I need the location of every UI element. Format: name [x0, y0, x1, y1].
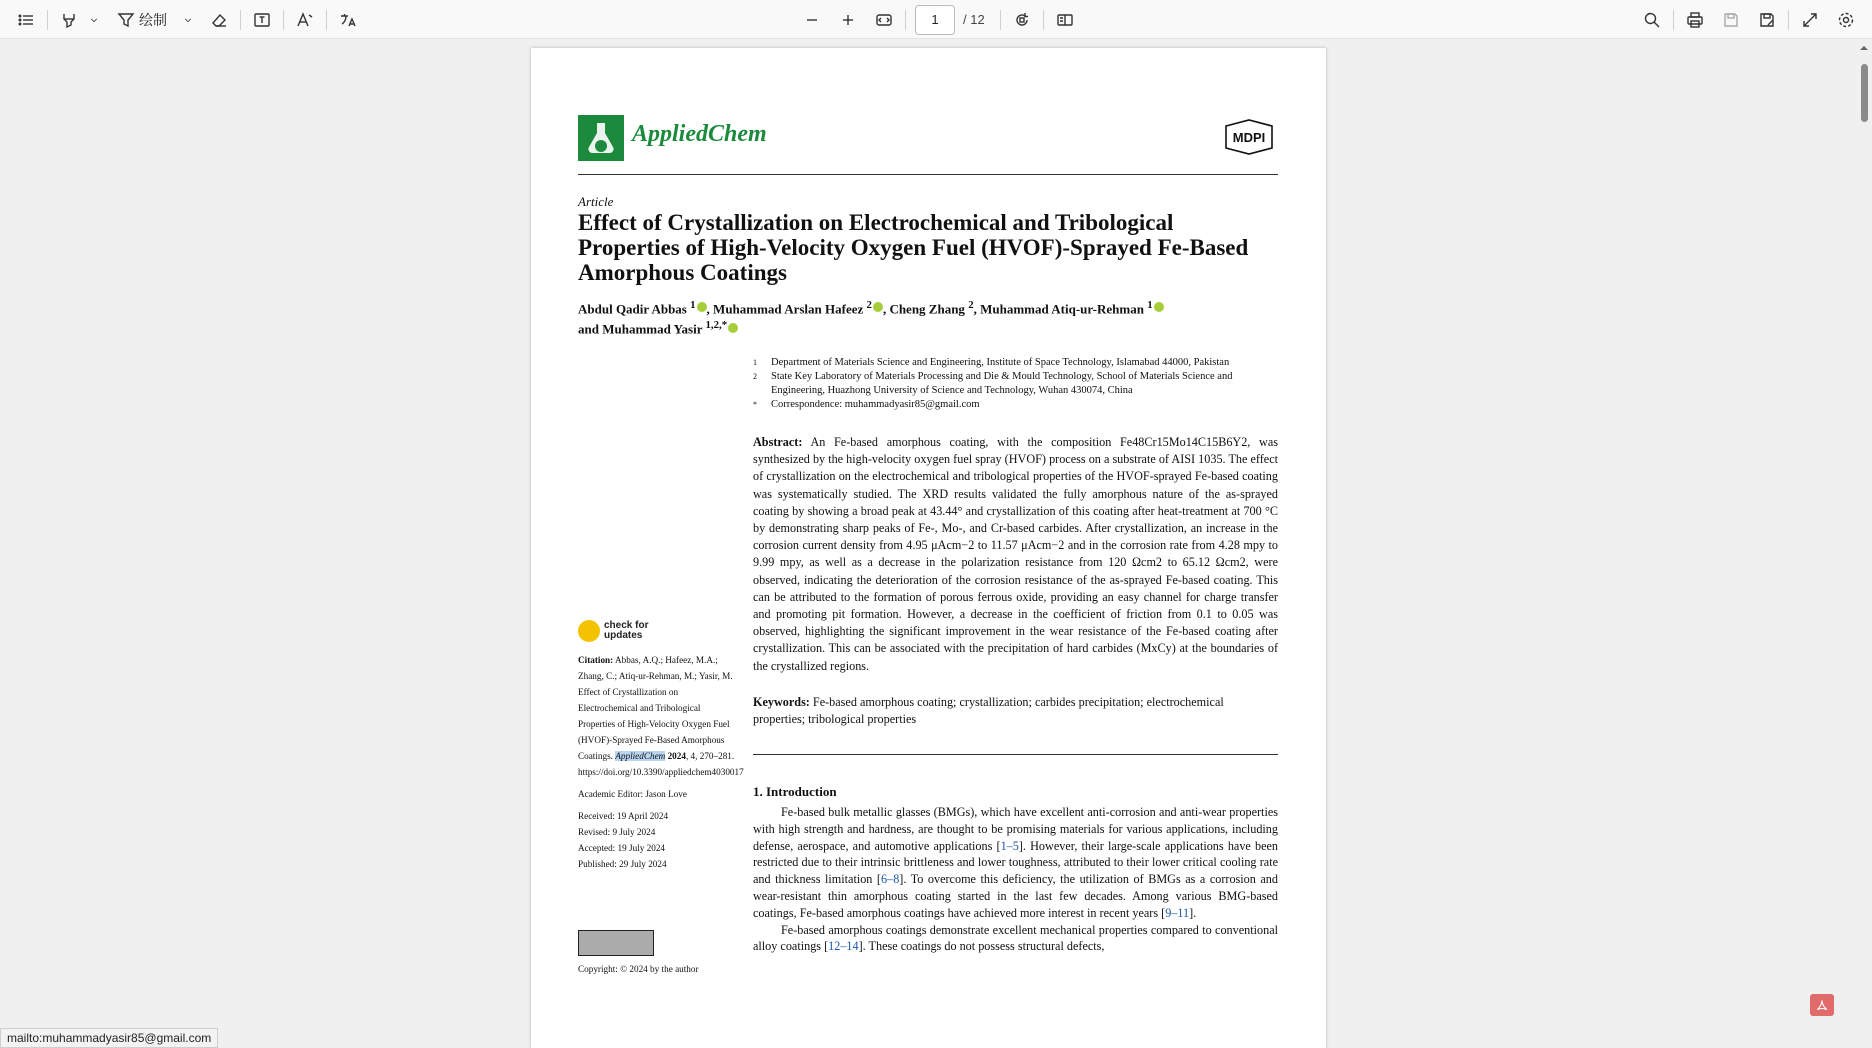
abstract	[753, 434, 1278, 675]
settings-icon	[1837, 11, 1855, 29]
affiliation-item	[753, 370, 1278, 398]
search-icon	[1643, 11, 1661, 29]
citation-link[interactable]: 12–14	[828, 939, 859, 954]
toolbar-separator	[326, 10, 327, 30]
affiliation-number: 2	[753, 372, 757, 381]
keywords	[753, 694, 1278, 728]
affiliations	[753, 356, 1278, 412]
paragraph-text: Fe-based amorphous coatings demonstrate excellent mechanical properties compared to conventional alloy coatings [	[753, 922, 1278, 954]
author-list: Abdul Qadir Abbas $^1$ , Muhammad Arslan Hafeez $^2$ , Cheng Zhang $^2$, Muhammad Atiq-ur-Rehman $^1$ and Muhammad Yasir $^{1,2,*}$	[578, 297, 1278, 338]
author-name: Cheng Zhang	[889, 301, 965, 317]
settings-button[interactable]	[1830, 5, 1862, 35]
check-updates-text	[604, 621, 648, 641]
erase-button[interactable]	[203, 5, 235, 35]
check-updates-line: updates	[604, 630, 643, 641]
article-title: Effect of Crystallization on Electrochemical and Tribological Properties of High-Velocity Oxygen Fuel (HVOF)-Sprayed Fe-Based Amorphous Coatings	[578, 210, 1249, 285]
journal-logo	[578, 115, 624, 161]
author-affiliation: 2	[866, 299, 872, 311]
toolbar-separator	[47, 10, 48, 30]
highlight-options-dropdown[interactable]	[85, 5, 103, 35]
save-as-button[interactable]	[1751, 5, 1783, 35]
citation-journal-highlight: AppliedChem	[615, 751, 666, 761]
scrollbar-thumb[interactable]	[1861, 64, 1868, 122]
accepted-date: Accepted: 19 July 2024	[578, 843, 666, 853]
author-affiliation: 1,2,*	[705, 319, 728, 332]
citation-link[interactable]: 1–5	[1000, 838, 1019, 853]
toolbar-separator	[1788, 10, 1789, 30]
publisher-logo	[1220, 118, 1278, 156]
draw-options-dropdown[interactable]	[179, 5, 197, 35]
viewer-toolbar	[0, 0, 1872, 39]
orcid-icon[interactable]	[697, 302, 707, 312]
toolbar-separator	[1043, 10, 1044, 30]
rotate-icon	[1013, 11, 1031, 29]
orcid-icon[interactable]	[873, 302, 883, 312]
page-total: / 12	[963, 12, 985, 27]
zoom-out-icon	[803, 11, 821, 29]
copyright-text: Copyright: © 2024 by the author	[578, 964, 699, 974]
zoom-in-button[interactable]	[832, 5, 864, 35]
abstract-text: An Fe-based amorphous coating, with the composition Fe48Cr15Mo14C15B6Y2, was synthesized by the high-velocity oxygen fuel spray (HVOF) process on a substrate of AISI 1035. The effect of crystallization on the electrochemical and tribological properties of the HVOF-sprayed Fe-based coating was systematically studied. The XRD results validated the fully amorphous nature of the as-sprayed coating by showing a broad peak at 43.44° and crystallization of this coating after heat-treatment at 700 °C by demonstrating sharp peaks of Fe-, Mo-, and Cr-based carbides. After crystallization, an increase in the corrosion current density from 4.95 μAcm−2 to 11.57 μAcm−2 and in the corrosion rate from 4.28 mpy to 9.99 mpy, as well as a decrease in the polarization resistance from 120 Ωcm2 to 65.12 Ωcm2, were observed, indicating the deterioration of the corrosion resistance of the as-sprayed Fe-based coating. This can be attributed to the formation of porous ferrous oxide, providing an easy channel for charge transfer and promoting pit formation. However, a decrease in the coefficient of friction from 0.1 to 0.05 was observed, highlighting the significant improvement in the wear resistance of the Fe-based coating after crystallization. This can be associated with the precipitation of hard carbides (MxCy) at the boundaries of the crystallized regions.	[753, 435, 1278, 673]
toolbar-separator	[240, 10, 241, 30]
page-view-button[interactable]	[1049, 5, 1081, 35]
highlight-button[interactable]	[53, 5, 85, 35]
check-for-updates-badge[interactable]	[578, 620, 648, 642]
citation-year: 2024	[667, 751, 686, 761]
author-conjunction: and	[578, 321, 599, 337]
rotate-button[interactable]	[1006, 5, 1038, 35]
publisher-logo-text: MDPI	[1232, 130, 1266, 145]
introduction-text	[753, 804, 1278, 955]
toolbar-separator	[1673, 10, 1674, 30]
paragraph-text: ]. However, their large-scale applications have been restricted due to their intrinsic brittleness and lower toughness, attributed to their lower critical cooling rate and thickness limitation [	[753, 838, 1278, 887]
status-bar-link: mailto:muhammadyasir85@gmail.com	[0, 1028, 218, 1048]
affiliation-number: *	[753, 400, 757, 409]
paragraph-text: ]. These coatings do not possess structural defects,	[858, 939, 1105, 954]
search-button[interactable]	[1636, 5, 1668, 35]
page-number-input[interactable]: 1	[915, 5, 955, 35]
orcid-icon[interactable]	[1154, 302, 1164, 312]
read-aloud-translate-button[interactable]	[332, 5, 364, 35]
fullscreen-icon	[1801, 11, 1819, 29]
published-date: Published: 29 July 2024	[578, 859, 667, 869]
author-affiliation: 1	[690, 299, 696, 311]
author-name: Muhammad Atiq-ur-Rehman	[980, 301, 1144, 317]
highlight-icon	[60, 11, 78, 29]
table-of-contents-button[interactable]	[10, 5, 42, 35]
affiliation-number: 1	[753, 358, 757, 367]
citation-text: Abbas, A.Q.; Hafeez, M.A.; Zhang, C.; Atiq-ur-Rehman, M.; Yasir, M. Effect of Crystallization on Electrochemical and Tribological Properties of High-Velocity Oxygen Fuel (HVOF)-Sprayed Fe-Based Amorphous Coatings.	[578, 655, 733, 761]
affiliation-item	[753, 398, 1278, 412]
flask-icon	[578, 115, 624, 161]
author-affiliation: 2	[968, 299, 974, 311]
toolbar-separator	[283, 10, 284, 30]
save-button[interactable]	[1715, 5, 1747, 35]
paragraph-text: ]. To overcome this deficiency, the utilization of BMGs as a corrosion and wear-resistant thin amorphous coating started in the last few decades. Among various BMG-based coatings, Fe-based amorphous coatings have achieved more interest in recent years [	[753, 872, 1278, 920]
scroll-up-icon[interactable]	[1860, 44, 1868, 52]
author-name: Muhammad Yasir	[602, 321, 703, 337]
author-affiliation: 1	[1147, 299, 1153, 311]
citation-volume: , 4, 270–281.	[685, 751, 735, 761]
author-name: Muhammad Arslan Hafeez	[713, 301, 864, 317]
citation-label: Citation:	[578, 655, 614, 665]
document-viewer[interactable]	[0, 40, 1856, 974]
two-page-icon	[1056, 11, 1074, 29]
eraser-icon	[210, 11, 228, 29]
journal-name: AppliedChem	[632, 121, 767, 147]
affiliation-text: Department of Materials Science and Engineering, Institute of Space Technology, Islamabad 44000, Pakistan	[771, 357, 1230, 368]
paragraph-text: Fe-based bulk metallic glasses (BMGs), which have excellent anti-corrosion and anti-wear properties with high strength and hardness, are thought to be promising materials for various applications, including defense, aerospace, and automotive applications [	[753, 805, 1278, 853]
affiliation-item	[753, 356, 1278, 370]
toolbar-separator	[1000, 10, 1001, 30]
draw-label: 绘制	[139, 12, 167, 29]
list-icon	[17, 11, 35, 29]
academic-editor: Academic Editor: Jason Love	[578, 789, 687, 799]
check-icon	[578, 620, 600, 642]
textbox-icon	[253, 11, 271, 29]
orcid-icon[interactable]	[728, 323, 738, 333]
received-date: Received: 19 April 2024	[578, 811, 669, 821]
chevron-down-icon	[183, 15, 193, 25]
affiliation-text: State Key Laboratory of Materials Processing and Die & Mould Technology, School of Materials Science and Engineering, Huazhong University of Science and Technology, Wuhan 430074, China	[771, 371, 1233, 396]
print-button[interactable]	[1679, 5, 1711, 35]
check-updates-line: check for	[604, 620, 649, 631]
keywords-label: Keywords:	[753, 695, 810, 709]
fit-page-button[interactable]	[868, 5, 900, 35]
header-rule	[578, 174, 1278, 175]
paragraph-text: ].	[1189, 905, 1197, 920]
zoom-out-button[interactable]	[796, 5, 828, 35]
correspondence-link[interactable]: Correspondence: muhammadyasir85@gmail.com	[771, 399, 980, 410]
cc-by-license-icon[interactable]	[578, 930, 654, 956]
author-name: Abdul Qadir Abbas	[578, 301, 687, 317]
paragraph	[753, 804, 1278, 922]
section-title: 1. Introduction	[753, 784, 837, 799]
doi-link[interactable]: https://doi.org/10.3390/appliedchem4030017	[578, 767, 744, 777]
fit-icon	[875, 11, 893, 29]
citation-link[interactable]: 9–11	[1165, 905, 1190, 920]
print-icon	[1686, 11, 1704, 29]
text-style-button[interactable]	[289, 5, 321, 35]
revised-date: Revised: 9 July 2024	[578, 827, 656, 837]
pdf-icon[interactable]	[1810, 994, 1834, 1016]
citation-link[interactable]: 6–8	[881, 872, 900, 887]
zoom-in-icon	[839, 11, 857, 29]
add-text-button[interactable]	[246, 5, 278, 35]
text-style-icon	[296, 11, 314, 29]
draw-icon	[117, 11, 135, 29]
fullscreen-button[interactable]	[1794, 5, 1826, 35]
pdf-page	[531, 48, 1326, 1048]
vertical-scrollbar[interactable]	[1856, 40, 1872, 964]
draw-button[interactable]	[113, 5, 171, 35]
citation-block	[578, 652, 744, 780]
mdpi-logo-icon	[1220, 118, 1278, 156]
acrobat-icon	[1815, 998, 1829, 1012]
keywords-text: Fe-based amorphous coating; crystallization; carbides precipitation; electrochemical properties; tribological properties	[753, 695, 1224, 727]
dates-block	[578, 808, 738, 872]
abstract-label: Abstract:	[753, 435, 803, 449]
save-icon	[1722, 11, 1740, 29]
chevron-down-icon	[89, 15, 99, 25]
paragraph	[753, 922, 1278, 956]
translate-icon	[339, 11, 357, 29]
toolbar-separator	[905, 10, 906, 30]
section-rule	[753, 754, 1278, 755]
article-type: Article	[578, 194, 614, 209]
save-as-icon	[1758, 11, 1776, 29]
article-sidebar	[578, 652, 744, 872]
